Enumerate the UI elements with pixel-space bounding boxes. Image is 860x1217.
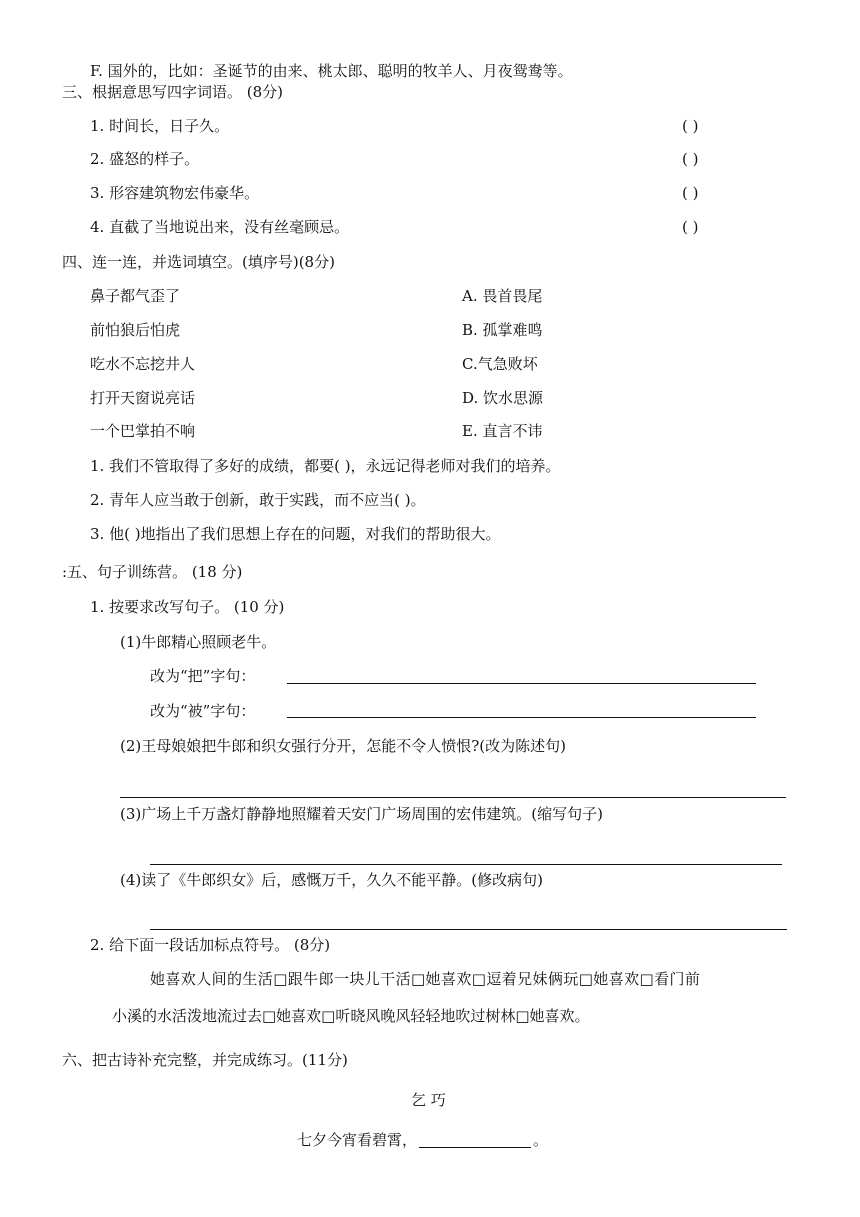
idiom-left-4[interactable]: 打开天窗说亮话 (90, 389, 196, 407)
s4-answer-line[interactable] (150, 929, 787, 930)
idiom-right-1[interactable]: A. 畏首畏尾 (462, 287, 543, 305)
sec5-sentence-4: (4)读了《牛郎织女》后，感慨万千，久久不能平静。(修改病句) (120, 871, 543, 889)
poem-line-1-end: 。 (533, 1131, 549, 1149)
sec5-q1: 1. 按要求改写句子。 (10 分) (90, 598, 285, 616)
poem-line-1-text: 七夕今宵看碧霄， (297, 1131, 418, 1149)
sec3-item-2: 2. 盛怒的样子。 (90, 150, 200, 168)
ba-answer-line[interactable] (287, 683, 756, 684)
punctuation-paragraph-line-1: 她喜欢人间的生活□跟牛郎一块儿干活□她喜欢□逗着兄妹俩玩□她喜欢□看门前 (150, 970, 701, 988)
section-6-title: 六、把古诗补充完整，并完成练习。(11分) (62, 1051, 348, 1069)
idiom-left-1[interactable]: 鼻子都气歪了 (90, 287, 181, 305)
sec5-q2: 2. 给下面一段话加标点符号。 (8分) (90, 936, 331, 954)
idiom-right-4[interactable]: D. 饮水思源 (462, 389, 544, 407)
sec3-answer-paren-1[interactable]: ( ) (682, 117, 699, 135)
fill-sentence-2: 2. 青年人应当敢于创新，敢于实践，而不应当( )。 (90, 491, 426, 509)
line-f: F. 国外的，比如：圣诞节的由来、桃太郎、聪明的牧羊人、月夜鸳鸯等。 (90, 62, 573, 80)
idiom-left-5[interactable]: 一个巴掌拍不响 (90, 422, 196, 440)
poem-line-1 (297, 1130, 548, 1150)
idiom-right-5[interactable]: E. 直言不讳 (462, 422, 543, 440)
sec3-answer-paren-3[interactable]: ( ) (682, 184, 699, 202)
idiom-left-2[interactable]: 前怕狼后怕虎 (90, 321, 181, 339)
sec3-answer-paren-2[interactable]: ( ) (682, 150, 699, 168)
poem-blank[interactable] (419, 1133, 531, 1148)
sec5-sentence-2: (2)王母娘娘把牛郎和织女强行分开，怎能不令人愤恨?(改为陈述句) (120, 737, 566, 755)
section-5-title: :五、句子训练营。 (18 分) (62, 563, 243, 581)
idiom-right-2[interactable]: B. 孤掌难鸣 (462, 321, 543, 339)
idiom-left-3[interactable]: 吃水不忘挖井人 (90, 355, 196, 373)
bei-answer-line[interactable] (287, 717, 756, 718)
sec5-sentence-3: (3)广场上千万盏灯静静地照耀着天安门广场周围的宏伟建筑。(缩写句子) (120, 805, 603, 823)
poem-title: 乞 巧 (411, 1091, 446, 1109)
ba-label: 改为“把”字句： (150, 667, 256, 685)
sec3-item-4: 4. 直截了当地说出来，没有丝毫顾忌。 (90, 218, 350, 236)
fill-sentence-3: 3. 他( )地指出了我们思想上存在的问题，对我们的帮助很大。 (90, 525, 501, 543)
section-3-title: 三、根据意思写四字词语。 (8分) (62, 83, 284, 101)
section-4-title: 四、连一连，并选词填空。(填序号)(8分) (62, 253, 335, 271)
punctuation-paragraph-line-2: 小溪的水活泼地流过去□她喜欢□听晓风晚风轻轻地吹过树林□她喜欢。 (112, 1007, 590, 1025)
sec5-sentence-1: (1)牛郎精心照顾老牛。 (120, 633, 277, 651)
fill-sentence-1: 1. 我们不管取得了多好的成绩，都要( )，永远记得老师对我们的培养。 (90, 457, 561, 475)
s2-answer-line[interactable] (120, 797, 786, 798)
idiom-right-3[interactable]: C.气急败坏 (462, 355, 538, 373)
s3-answer-line[interactable] (150, 864, 782, 865)
sec3-answer-paren-4[interactable]: ( ) (682, 218, 699, 236)
sec3-item-3: 3. 形容建筑物宏伟豪华。 (90, 184, 260, 202)
bei-label: 改为“被”字句： (150, 702, 256, 720)
sec3-item-1: 1. 时间长，日子久。 (90, 117, 230, 135)
